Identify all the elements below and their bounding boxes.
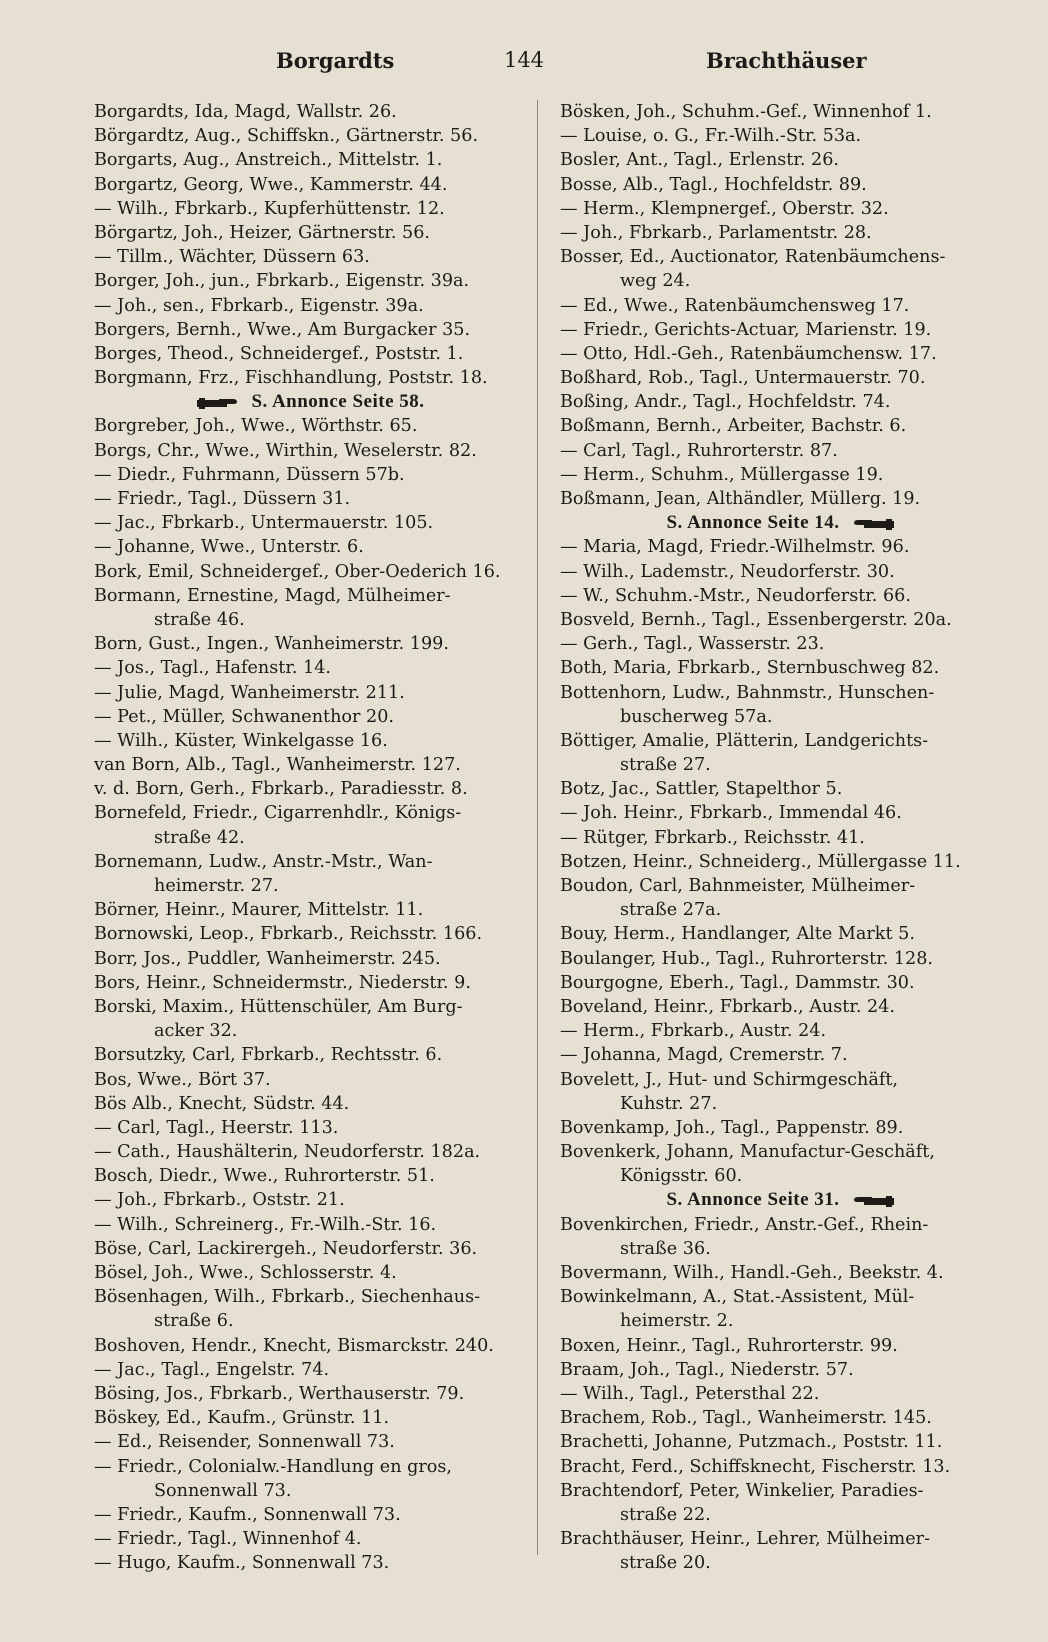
directory-entry	[94, 1164, 528, 1188]
entry-text: straße 36.	[620, 1238, 711, 1259]
directory-entry	[560, 1068, 1000, 1092]
directory-entry	[94, 777, 528, 801]
page-header	[0, 48, 1048, 80]
directory-entry	[94, 947, 528, 971]
entry-text: Böttiger, Amalie, Plätterin, Landgerichts-	[560, 730, 929, 751]
entry-text: Sonnenwall 73.	[154, 1480, 292, 1501]
directory-entry	[560, 173, 1000, 197]
directory-entry	[560, 656, 1000, 680]
entry-text: — Jos., Tagl., Hafenstr. 14.	[94, 658, 331, 679]
entry-text: — Rütger, Fbrkarb., Reichsstr. 41.	[560, 827, 865, 848]
entry-text: Borski, Maxim., Hüttenschüler, Am Burg-	[94, 996, 463, 1017]
directory-entry	[560, 1527, 1000, 1551]
directory-entry	[560, 850, 1000, 874]
entry-text: — Wilh., Lademstr., Neudorferstr. 30.	[560, 561, 895, 582]
entry-text: Bosch, Diedr., Wwe., Ruhrorterstr. 51.	[94, 1166, 435, 1187]
directory-entry	[560, 487, 1000, 511]
directory-entry	[94, 439, 528, 463]
left-column	[94, 100, 528, 1575]
entry-text: Borgartz, Georg, Wwe., Kammerstr. 44.	[94, 174, 448, 195]
entry-text: Botz, Jac., Sattler, Stapelthor 5.	[560, 779, 843, 800]
directory-entry	[94, 801, 528, 825]
entry-text: Bösenhagen, Wilh., Fbrkarb., Siechenhaus-	[94, 1287, 481, 1308]
entry-text: Bracht, Ferd., Schiffsknecht, Fischerstr. 13.	[560, 1456, 951, 1477]
directory-entry	[560, 608, 1000, 632]
directory-entry	[94, 1068, 528, 1092]
directory-entry	[94, 535, 528, 559]
entry-text: Bovermann, Wilh., Handl.-Geh., Beekstr. 4.	[560, 1263, 944, 1283]
entry-text: Born, Gust., Ingen., Wanheimerstr. 199.	[94, 634, 449, 655]
directory-entry	[94, 124, 528, 148]
directory-entry	[94, 1382, 528, 1406]
directory-entry	[560, 1116, 1000, 1140]
entry-text: S. Annonce Seite 14.	[666, 512, 840, 534]
directory-entry	[94, 898, 528, 922]
entry-text: Boßmann, Jean, Althändler, Müllerg. 19.	[560, 489, 921, 509]
directory-entry	[94, 922, 528, 946]
directory-entry	[94, 1406, 528, 1430]
entry-text: Borger, Joh., jun., Fbrkarb., Eigenstr. 39a.	[94, 271, 470, 292]
entry-text: — Jac., Fbrkarb., Untermauerstr. 105.	[94, 513, 434, 534]
directory-entry	[94, 560, 528, 584]
annonce-notice	[560, 511, 1000, 535]
entry-continuation	[94, 608, 528, 632]
directory-entry	[94, 681, 528, 705]
entry-continuation	[94, 1309, 528, 1333]
directory-entry	[560, 826, 1000, 850]
directory-entry	[94, 342, 528, 366]
directory-entry	[560, 245, 1000, 269]
directory-entry	[94, 729, 528, 753]
directory-entry	[560, 801, 1000, 825]
directory-entry	[560, 221, 1000, 245]
pointing-hand-icon	[850, 1194, 894, 1208]
entry-continuation	[560, 898, 1000, 922]
entry-text: — Ed., Wwe., Ratenbäumchensweg 17.	[560, 295, 910, 316]
entry-text: Boudon, Carl, Bahnmeister, Mülheimer-	[560, 876, 916, 896]
directory-entry	[560, 922, 1000, 946]
entry-text: Bosveld, Bernh., Tagl., Essenbergerstr. 20a.	[560, 609, 952, 630]
entry-text: Bösel, Joh., Wwe., Schlosserstr. 4.	[94, 1263, 397, 1283]
entry-text: — Joh., Fbrkarb., Oststr. 21.	[94, 1190, 345, 1211]
entry-text: straße 6.	[154, 1311, 234, 1332]
directory-entry	[560, 390, 1000, 414]
right-column	[560, 100, 1000, 1575]
entry-text: Bös Alb., Knecht, Südstr. 44.	[94, 1093, 350, 1114]
entry-text: — Wilh., Fbrkarb., Kupferhüttenstr. 12.	[94, 198, 445, 219]
directory-entry	[94, 632, 528, 656]
entry-text: acker 32.	[154, 1021, 238, 1042]
entry-text: Borgarts, Aug., Anstreich., Mittelstr. 1.	[94, 150, 443, 171]
directory-entry	[560, 1140, 1000, 1164]
directory-entry	[94, 1261, 528, 1285]
entry-text: Borgardts, Ida, Magd, Wallstr. 26.	[94, 102, 397, 122]
directory-entry	[560, 1358, 1000, 1382]
directory-entry	[94, 1116, 528, 1140]
entry-text: Bormann, Ernestine, Magd, Mülheimer-	[94, 585, 451, 606]
entry-text: — Johanna, Magd, Cremerstr. 7.	[560, 1045, 848, 1066]
entry-text: Brachem, Rob., Tagl., Wanheimerstr. 145.	[560, 1408, 932, 1429]
entry-text: — Joh., sen., Fbrkarb., Eigenstr. 39a.	[94, 295, 424, 316]
entry-text: Brachtendorf, Peter, Winkelier, Paradies-	[560, 1480, 924, 1501]
directory-entry	[560, 1043, 1000, 1067]
entry-continuation	[94, 874, 528, 898]
directory-entry	[560, 318, 1000, 342]
entry-text: Bosler, Ant., Tagl., Erlenstr. 26.	[560, 150, 840, 171]
entry-text: Bowinkelmann, A., Stat.-Assistent, Mül-	[560, 1287, 915, 1308]
entry-text: — W., Schuhm.-Mstr., Neudorferstr. 66.	[560, 585, 911, 606]
entry-text: Börner, Heinr., Maurer, Mittelstr. 11.	[94, 900, 424, 921]
entry-text: Boveland, Heinr., Fbrkarb., Austr. 24.	[560, 996, 895, 1017]
directory-entry	[94, 1334, 528, 1358]
entry-continuation	[560, 269, 1000, 293]
directory-entry	[560, 681, 1000, 705]
entry-text: straße 46.	[154, 609, 245, 630]
entry-text: — Carl, Tagl., Heerstr. 113.	[94, 1117, 339, 1138]
directory-entry	[94, 221, 528, 245]
entry-text: — Friedr., Tagl., Düssern 31.	[94, 489, 351, 509]
entry-text: — Herm., Fbrkarb., Austr. 24.	[560, 1021, 827, 1042]
entry-continuation	[560, 753, 1000, 777]
entry-continuation	[94, 826, 528, 850]
directory-entry	[94, 1430, 528, 1454]
entry-text: — Louise, o. G., Fr.-Wilh.-Str. 53a.	[560, 126, 862, 147]
directory-entry	[560, 729, 1000, 753]
directory-entry	[94, 1358, 528, 1382]
entry-text: Bösken, Joh., Schuhm.-Gef., Winnenhof 1.	[560, 102, 932, 122]
directory-entry	[560, 632, 1000, 656]
directory-entry	[560, 1406, 1000, 1430]
directory-entry	[560, 463, 1000, 487]
entry-text: Borr, Jos., Puddler, Wanheimerstr. 245.	[94, 948, 441, 969]
entry-text: — Hugo, Kaufm., Sonnenwall 73.	[94, 1553, 390, 1574]
entry-text: Boßing, Andr., Tagl., Hochfeldstr. 74.	[560, 392, 891, 413]
directory-entry	[560, 148, 1000, 172]
directory-entry	[94, 995, 528, 1019]
entry-text: Bourgogne, Eberh., Tagl., Dammstr. 30.	[560, 972, 915, 993]
directory-entry	[94, 1551, 528, 1575]
entry-text: heimerstr. 27.	[154, 876, 279, 896]
directory-entry	[94, 511, 528, 535]
entry-continuation	[560, 1237, 1000, 1261]
entry-text: Bösing, Jos., Fbrkarb., Werthauserstr. 79.	[94, 1383, 465, 1404]
entry-text: Börgardtz, Aug., Schiffskn., Gärtnerstr. 56.	[94, 126, 479, 147]
entry-text: Boxen, Heinr., Tagl., Ruhrorterstr. 99.	[560, 1335, 898, 1356]
entry-text: — Friedr., Kaufm., Sonnenwall 73.	[94, 1504, 401, 1525]
entry-text: — Wilh., Küster, Winkelgasse 16.	[94, 730, 388, 751]
directory-entry	[94, 1213, 528, 1237]
entry-text: Boßmann, Bernh., Arbeiter, Bachstr. 6.	[560, 416, 907, 437]
entry-text: Bouy, Herm., Handlanger, Alte Markt 5.	[560, 924, 915, 945]
entry-text: Bors, Heinr., Schneidermstr., Niederstr. 9.	[94, 972, 471, 993]
entry-continuation	[560, 1164, 1000, 1188]
entry-text: Bottenhorn, Ludw., Bahnmstr., Hunschen-	[560, 682, 935, 703]
entry-text: — Cath., Haushälterin, Neudorferstr. 182a.	[94, 1142, 481, 1163]
directory-entry	[94, 1092, 528, 1116]
entry-text: — Herm., Schuhm., Müllergasse 19.	[560, 464, 884, 485]
entry-text: Kuhstr. 27.	[620, 1093, 718, 1114]
directory-entry	[94, 366, 528, 390]
directory-entry	[94, 753, 528, 777]
entry-text: — Tillm., Wächter, Düssern 63.	[94, 247, 370, 268]
entry-text: Bovenkirchen, Friedr., Anstr.-Gef., Rhein-	[560, 1214, 929, 1235]
entry-text: Bork, Emil, Schneidergef., Ober-Oederich 16.	[94, 561, 501, 582]
directory-entry	[94, 148, 528, 172]
entry-text: — Friedr., Colonialw.-Handlung en gros,	[94, 1456, 453, 1477]
entry-text: Braam, Joh., Tagl., Niederstr. 57.	[560, 1359, 854, 1380]
entry-text: — Wilh., Tagl., Petersthal 22.	[560, 1383, 820, 1404]
directory-entry	[94, 850, 528, 874]
entry-continuation	[94, 1479, 528, 1503]
directory-entry	[94, 1455, 528, 1479]
entry-text: Bos, Wwe., Bört 37.	[94, 1069, 271, 1090]
directory-entry	[560, 1455, 1000, 1479]
directory-entry	[94, 414, 528, 438]
entry-text: Boshoven, Hendr., Knecht, Bismarckstr. 240.	[94, 1335, 494, 1356]
column-divider	[537, 100, 538, 1555]
directory-entry	[560, 584, 1000, 608]
directory-entry	[560, 947, 1000, 971]
entry-text: Börgartz, Joh., Heizer, Gärtnerstr. 56.	[94, 222, 431, 243]
directory-entry	[560, 535, 1000, 559]
entry-text: Borgreber, Joh., Wwe., Wörthstr. 65.	[94, 416, 418, 437]
page-number: 144	[503, 48, 545, 72]
entry-text: Borgs, Chr., Wwe., Wirthin, Weselerstr. 82.	[94, 440, 477, 461]
directory-entry	[94, 971, 528, 995]
header-last-name: Brachthäuser	[706, 48, 867, 73]
entry-text: Königsstr. 60.	[620, 1166, 743, 1187]
entry-text: — Joh. Heinr., Fbrkarb., Immendal 46.	[560, 803, 902, 824]
entry-text: straße 20.	[620, 1553, 711, 1574]
entry-text: — Gerh., Tagl., Wasserstr. 23.	[560, 634, 825, 655]
entry-text: Bornemann, Ludw., Anstr.-Mstr., Wan-	[94, 851, 433, 872]
entry-text: weg 24.	[620, 271, 691, 292]
entry-continuation	[560, 1092, 1000, 1116]
directory-entry	[94, 245, 528, 269]
directory-entry	[94, 463, 528, 487]
entry-text: — Pet., Müller, Schwanenthor 20.	[94, 706, 395, 727]
directory-entry	[94, 173, 528, 197]
directory-entry	[94, 269, 528, 293]
entry-text: — Julie, Magd, Wanheimerstr. 211.	[94, 682, 405, 703]
entry-text: S. Annonce Seite 31.	[666, 1189, 840, 1211]
entry-continuation	[94, 1019, 528, 1043]
directory-entry	[560, 1479, 1000, 1503]
entry-text: — Maria, Magd, Friedr.-Wilhelmstr. 96.	[560, 537, 910, 558]
directory-entry	[94, 1503, 528, 1527]
directory-entry	[560, 294, 1000, 318]
entry-continuation	[560, 705, 1000, 729]
directory-entry	[560, 560, 1000, 584]
entry-continuation	[560, 1309, 1000, 1333]
annonce-notice	[560, 1188, 1000, 1212]
entry-text: Bosse, Alb., Tagl., Hochfeldstr. 89.	[560, 174, 867, 195]
directory-entry	[560, 1285, 1000, 1309]
entry-text: Brachthäuser, Heinr., Lehrer, Mülheimer-	[560, 1529, 931, 1550]
entry-text: Bosser, Ed., Auctionator, Ratenbäumchens-	[560, 247, 946, 268]
directory-entry	[560, 1430, 1000, 1454]
directory-entry	[94, 318, 528, 342]
entry-text: straße 27a.	[620, 900, 722, 921]
entry-text: — Friedr., Tagl., Winnenhof 4.	[94, 1529, 362, 1550]
pointing-hand-icon	[197, 396, 241, 410]
directory-entry	[94, 1285, 528, 1309]
directory-entry	[560, 1213, 1000, 1237]
directory-entry	[560, 124, 1000, 148]
entry-continuation	[560, 1503, 1000, 1527]
directory-entry	[560, 777, 1000, 801]
entry-text: Borgers, Bernh., Wwe., Am Burgacker 35.	[94, 319, 471, 340]
directory-entry	[94, 1188, 528, 1212]
directory-entry	[94, 1527, 528, 1551]
entry-text: — Friedr., Gerichts-Actuar, Marienstr. 19.	[560, 319, 932, 340]
entry-text: Boulanger, Hub., Tagl., Ruhrorterstr. 128.	[560, 948, 934, 969]
header-first-name: Borgardts	[276, 48, 395, 73]
entry-text: Borgmann, Frz., Fischhandlung, Poststr. 18.	[94, 368, 488, 389]
directory-entry	[94, 1140, 528, 1164]
entry-text: buscherweg 57a.	[620, 706, 773, 727]
directory-entry	[94, 294, 528, 318]
directory-entry	[560, 197, 1000, 221]
entry-text: straße 27.	[620, 755, 711, 776]
directory-entry	[560, 366, 1000, 390]
directory-entry	[560, 439, 1000, 463]
entry-text: Bovenkamp, Joh., Tagl., Pappenstr. 89.	[560, 1117, 904, 1138]
entry-text: straße 22.	[620, 1504, 711, 1525]
entry-text: Brachetti, Johanne, Putzmach., Poststr. 11.	[560, 1432, 943, 1453]
directory-entry	[94, 100, 528, 124]
directory-entry	[560, 342, 1000, 366]
entry-text: Borsutzky, Carl, Fbrkarb., Rechtsstr. 6.	[94, 1045, 443, 1066]
directory-entry	[94, 656, 528, 680]
entry-text: straße 42.	[154, 827, 245, 848]
directory-entry	[560, 100, 1000, 124]
entry-text: Bovenkerk, Johann, Manufactur-Geschäft,	[560, 1142, 935, 1163]
directory-entry	[560, 1261, 1000, 1285]
entry-text: — Herm., Klempnergef., Oberstr. 32.	[560, 198, 889, 219]
directory-entry	[94, 1043, 528, 1067]
entry-text: — Wilh., Schreinerg., Fr.-Wilh.-Str. 16.	[94, 1214, 437, 1235]
directory-entry	[560, 995, 1000, 1019]
directory-entry	[94, 487, 528, 511]
entry-text: Both, Maria, Fbrkarb., Sternbuschweg 82.	[560, 658, 940, 679]
entry-text: Bornowski, Leop., Fbrkarb., Reichsstr. 166.	[94, 924, 483, 945]
entry-text: heimerstr. 2.	[620, 1311, 734, 1332]
entry-text: S. Annonce Seite 58.	[251, 391, 425, 413]
pointing-hand-icon	[850, 517, 894, 531]
directory-entry	[94, 705, 528, 729]
entry-text: Bornefeld, Friedr., Cigarrenhdlr., Königs-	[94, 803, 462, 824]
entry-text: — Johanne, Wwe., Unterstr. 6.	[94, 537, 364, 558]
entry-text: — Jac., Tagl., Engelstr. 74.	[94, 1359, 330, 1380]
directory-entry	[560, 874, 1000, 898]
directory-entry	[560, 414, 1000, 438]
entry-text: Borges, Theod., Schneidergef., Poststr. 1.	[94, 343, 464, 364]
directory-entry	[94, 197, 528, 221]
directory-entry	[560, 1334, 1000, 1358]
entry-text: Bovelett, J., Hut- und Schirmgeschäft,	[560, 1069, 899, 1090]
entry-text: — Otto, Hdl.-Geh., Ratenbäumchensw. 17.	[560, 343, 937, 364]
entry-text: Böse, Carl, Lackirergeh., Neudorferstr. 36.	[94, 1238, 478, 1259]
entry-text: Boßhard, Rob., Tagl., Untermauerstr. 70.	[560, 368, 926, 389]
directory-entry	[94, 1237, 528, 1261]
annonce-notice	[94, 390, 528, 414]
entry-text: Böskey, Ed., Kaufm., Grünstr. 11.	[94, 1408, 390, 1429]
directory-entry	[560, 1019, 1000, 1043]
entry-text: — Carl, Tagl., Ruhrorterstr. 87.	[560, 440, 838, 461]
directory-entry	[560, 1382, 1000, 1406]
entry-text: v. d. Born, Gerh., Fbrkarb., Paradiesstr. 8.	[94, 779, 468, 800]
entry-text: van Born, Alb., Tagl., Wanheimerstr. 127.	[94, 755, 461, 776]
entry-text: — Diedr., Fuhrmann, Düssern 57b.	[94, 464, 405, 485]
entry-text: Botzen, Heinr., Schneiderg., Müllergasse 11.	[560, 851, 961, 872]
directory-entry	[94, 584, 528, 608]
entry-text: — Joh., Fbrkarb., Parlamentstr. 28.	[560, 222, 872, 243]
entry-text: — Ed., Reisender, Sonnenwall 73.	[94, 1432, 395, 1453]
directory-entry	[560, 971, 1000, 995]
entry-continuation	[560, 1551, 1000, 1575]
